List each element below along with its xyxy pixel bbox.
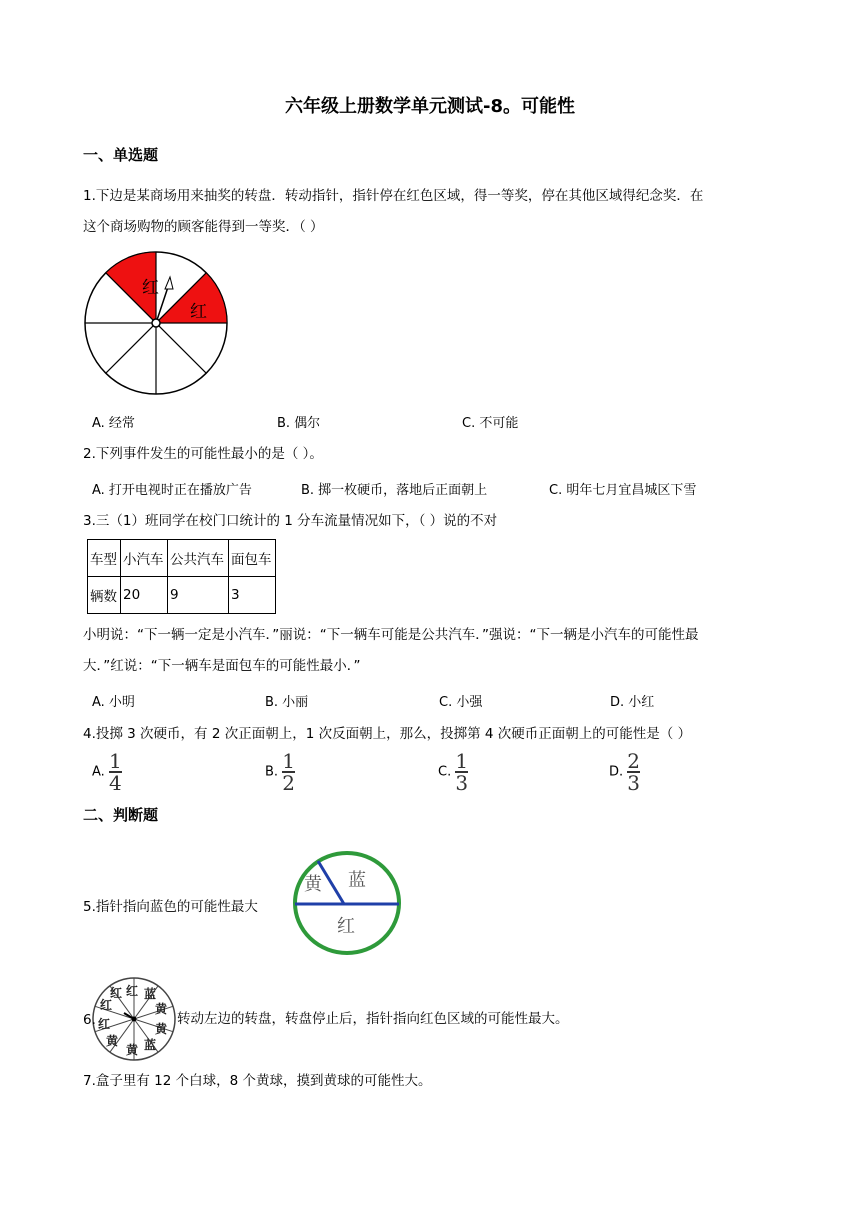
question-6: 转动左边的转盘，转盘停止后，指针指向红色区域的可能性最大。 [177,1011,569,1027]
q1-option-c[interactable]: C. 不可能 [462,416,519,431]
q3-statement-line-2: 大．”红说：“下一辆车是面包车的可能性最小．” [83,658,361,674]
question-1-line-1: 1.下边是某商场用来抽奖的转盘．转动指针，指针停在红色区域，得一等奖，停在其他区域得纪念奖．在 [83,188,704,204]
q6-sector-label: 黄 [155,1022,168,1036]
option-label: C. [438,764,452,780]
q1-option-a[interactable]: A. 经常 [92,416,135,431]
q6-sector-label: 黄 [126,1043,139,1057]
q6-sector-label: 红 [98,1017,111,1031]
option-label: A. [92,764,105,780]
q6-sector-label: 黄 [155,1002,168,1016]
question-4: 4.投掷 3 次硬币，有 2 次正面朝上，1 次反面朝上，那么，投掷第 4 次硬币正面朝上的可能性是（ ） [83,726,692,742]
q5-spinner [292,850,404,958]
fraction: $\frac{2}{3}$ [627,749,641,795]
question-1-line-2: 这个商场购物的顾客能得到一等奖．（ ） [83,219,324,235]
q4-option-c[interactable] [438,749,469,795]
q5-label-blue: 蓝 [348,870,366,891]
question-2: 2.下列事件发生的可能性最小的是（ ）。 [83,446,323,462]
q3-option-b[interactable]: B. 小丽 [265,695,309,710]
question-7: 7.盒子里有 12 个白球，8 个黄球，摸到黄球的可能性大。 [83,1073,432,1089]
q6-sector-label: 红 [110,986,123,1000]
q6-sector-label: 蓝 [144,987,157,1001]
fraction: $\frac{1}{4}$ [108,749,122,795]
q3-option-d[interactable]: D. 小红 [610,695,655,710]
q5-label-red: 红 [337,916,355,937]
table-cell: 面包车 [229,540,276,577]
q3-statement-line-1: 小明说：“下一辆一定是小汽车．”丽说：“下一辆车可能是公共汽车．”强说：“下一辆是小汽车的可能性最 [83,627,699,643]
option-label: D. [609,764,624,780]
q3-option-a[interactable]: A. 小明 [92,695,135,710]
question-5: 5.指针指向蓝色的可能性最大 [83,899,258,915]
table-row [88,577,276,614]
fraction: $\frac{1}{3}$ [455,749,469,795]
fraction: $\frac{1}{2}$ [282,749,295,795]
q6-spinner [90,975,180,1063]
q6-sector-label: 蓝 [144,1038,157,1052]
table-cell: 公共汽车 [168,540,229,577]
q2-option-b[interactable]: B. 掷一枚硬币，落地后正面朝上 [301,483,488,498]
q6-sector-label: 红 [100,998,113,1012]
q1-lottery-wheel [82,249,232,399]
option-label: B. [265,764,279,780]
page-title: 六年级上册数学单元测试-8。可能性 [285,96,575,117]
table-cell: 3 [229,577,276,614]
q3-option-c[interactable]: C. 小强 [439,695,483,710]
q5-label-yellow: 黄 [304,874,322,895]
q4-option-d[interactable] [609,749,641,795]
q4-option-a[interactable] [92,749,122,795]
table-cell: 20 [121,577,168,614]
question-3: 3.三（1）班同学在校门口统计的 1 分车流量情况如下，（ ）说的不对 [83,513,498,529]
q1-sector-label-2: 红 [190,302,207,322]
section-heading-single-choice: 一、单选题 [83,146,159,164]
table-cell: 辆数 [88,577,121,614]
question-6-number: 6. [83,1012,96,1028]
q4-option-b[interactable] [265,749,295,795]
table-cell: 车型 [88,540,121,577]
q6-sector-label: 红 [126,984,139,998]
q1-sector-label-1: 红 [142,278,159,298]
q6-sector-label: 黄 [106,1034,119,1048]
table-cell: 小汽车 [121,540,168,577]
table-header-row [88,540,276,577]
q2-option-c[interactable]: C. 明年七月宜昌城区下雪 [549,483,697,498]
q2-option-a[interactable]: A. 打开电视时正在播放广告 [92,483,252,498]
q3-traffic-table [87,539,276,614]
section-heading-true-false: 二、判断题 [83,806,159,824]
q1-option-b[interactable]: B. 偶尔 [277,416,321,431]
table-cell: 9 [168,577,229,614]
